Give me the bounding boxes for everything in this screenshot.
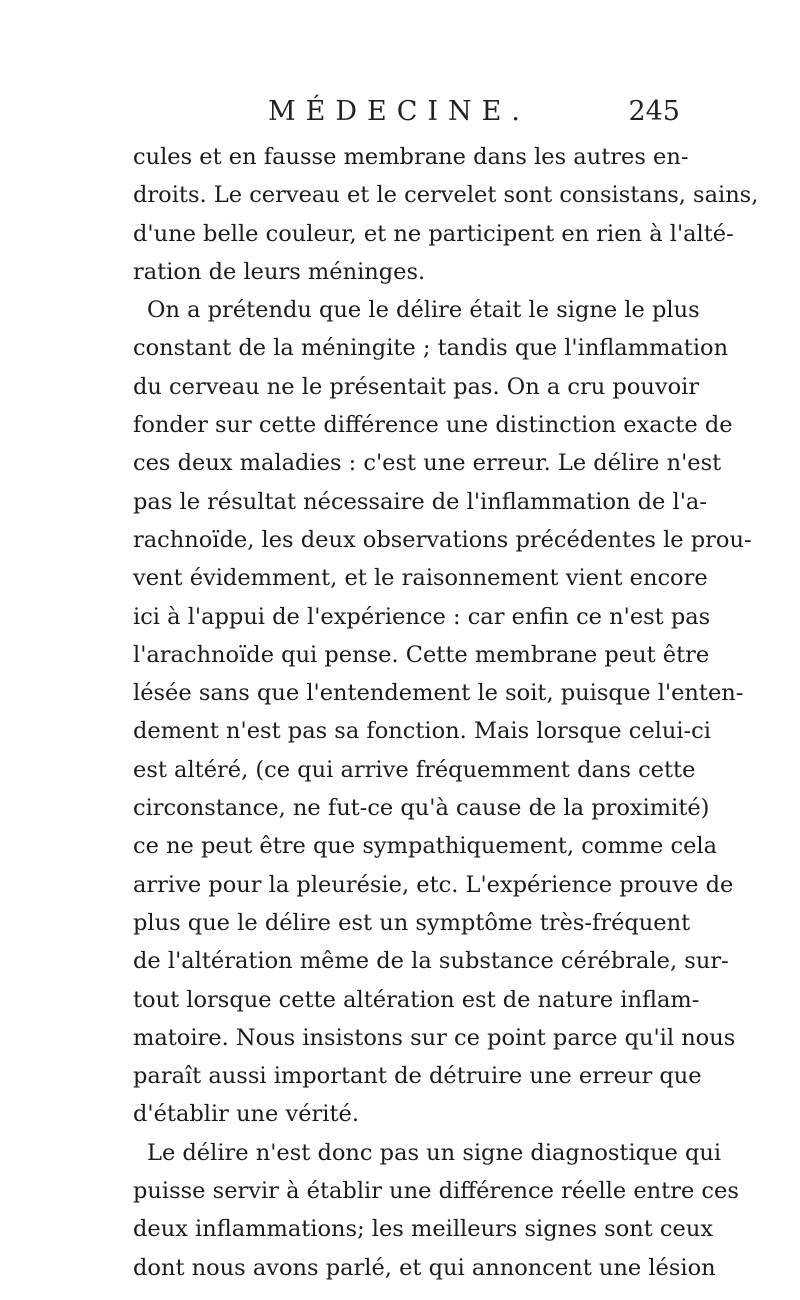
text-line: ration de leurs méninges. bbox=[133, 258, 426, 285]
paragraph bbox=[133, 291, 752, 1134]
text-line: cules et en fausse membrane dans les autres en- bbox=[133, 144, 689, 170]
text-line: circonstance, ne fut-ce qu'à cause de la proximité) bbox=[133, 795, 710, 822]
body-text bbox=[133, 138, 759, 1287]
text-line: plus que le délire est un symptôme très-fréquent bbox=[133, 909, 691, 936]
text-line: ce ne peut être que sympathiquement, comme cela bbox=[133, 833, 718, 860]
text-line: est altéré, (ce qui arrive fréquemment dans cette bbox=[133, 756, 696, 783]
text-line: Le délire n'est donc pas un signe diagnostique qui bbox=[147, 1139, 722, 1166]
text-line: puisse servir à établir une différence réelle entre ces bbox=[133, 1178, 739, 1205]
text-line: arrive pour la pleurésie, etc. L'expérience prouve de bbox=[133, 871, 734, 898]
text-line: ces deux maladies : c'est une erreur. Le délire n'est bbox=[133, 450, 722, 477]
text-line: du cerveau ne le présentait pas. On a cru pouvoir bbox=[133, 373, 700, 400]
text-line: d'une belle couleur, et ne participent en rien à l'alté- bbox=[133, 220, 734, 247]
text-line: matoire. Nous insistons sur ce point parce qu'il nous bbox=[133, 1024, 736, 1051]
text-line: de l'altération même de la substance cérébrale, sur- bbox=[133, 948, 729, 975]
text-line: d'établir une vérité. bbox=[133, 1101, 359, 1128]
text-line: On a prétendu que le délire était le signe le plus bbox=[147, 297, 700, 324]
paragraph bbox=[133, 1134, 739, 1287]
text-line: fonder sur cette différence une distinction exacte de bbox=[133, 412, 733, 439]
paragraph bbox=[133, 138, 759, 291]
text-line: tout lorsque cette altération est de nature inflam- bbox=[133, 986, 700, 1013]
text-line: ici à l'appui de l'expérience : car enfin ce n'est pas bbox=[133, 603, 711, 630]
running-head: MÉDECINE. bbox=[268, 96, 530, 127]
text-line: droits. Le cerveau et le cervelet sont consistans, sains, bbox=[133, 182, 759, 209]
text-line: lésée sans que l'entendement le soit, puisque l'enten- bbox=[133, 680, 744, 707]
text-line: l'arachnoïde qui pense. Cette membrane peut être bbox=[133, 641, 710, 668]
text-line: pas le résultat nécessaire de l'inflammation de l'a- bbox=[133, 488, 707, 515]
page-header bbox=[130, 96, 680, 136]
text-line: paraît aussi important de détruire une erreur que bbox=[133, 1063, 702, 1090]
text-line: constant de la méningite ; tandis que l'inflammation bbox=[133, 335, 729, 362]
text-line: dont nous avons parlé, et qui annoncent une lésion bbox=[133, 1254, 716, 1281]
page-number: 245 bbox=[628, 96, 680, 127]
text-line: rachnoïde, les deux observations précédentes le prou- bbox=[133, 526, 752, 553]
text-line: deux inflammations; les meilleurs signes sont ceux bbox=[133, 1216, 714, 1243]
text-line: dement n'est pas sa fonction. Mais lorsque celui-ci bbox=[133, 718, 711, 745]
text-line: vent évidemment, et le raisonnement vient encore bbox=[133, 565, 708, 592]
